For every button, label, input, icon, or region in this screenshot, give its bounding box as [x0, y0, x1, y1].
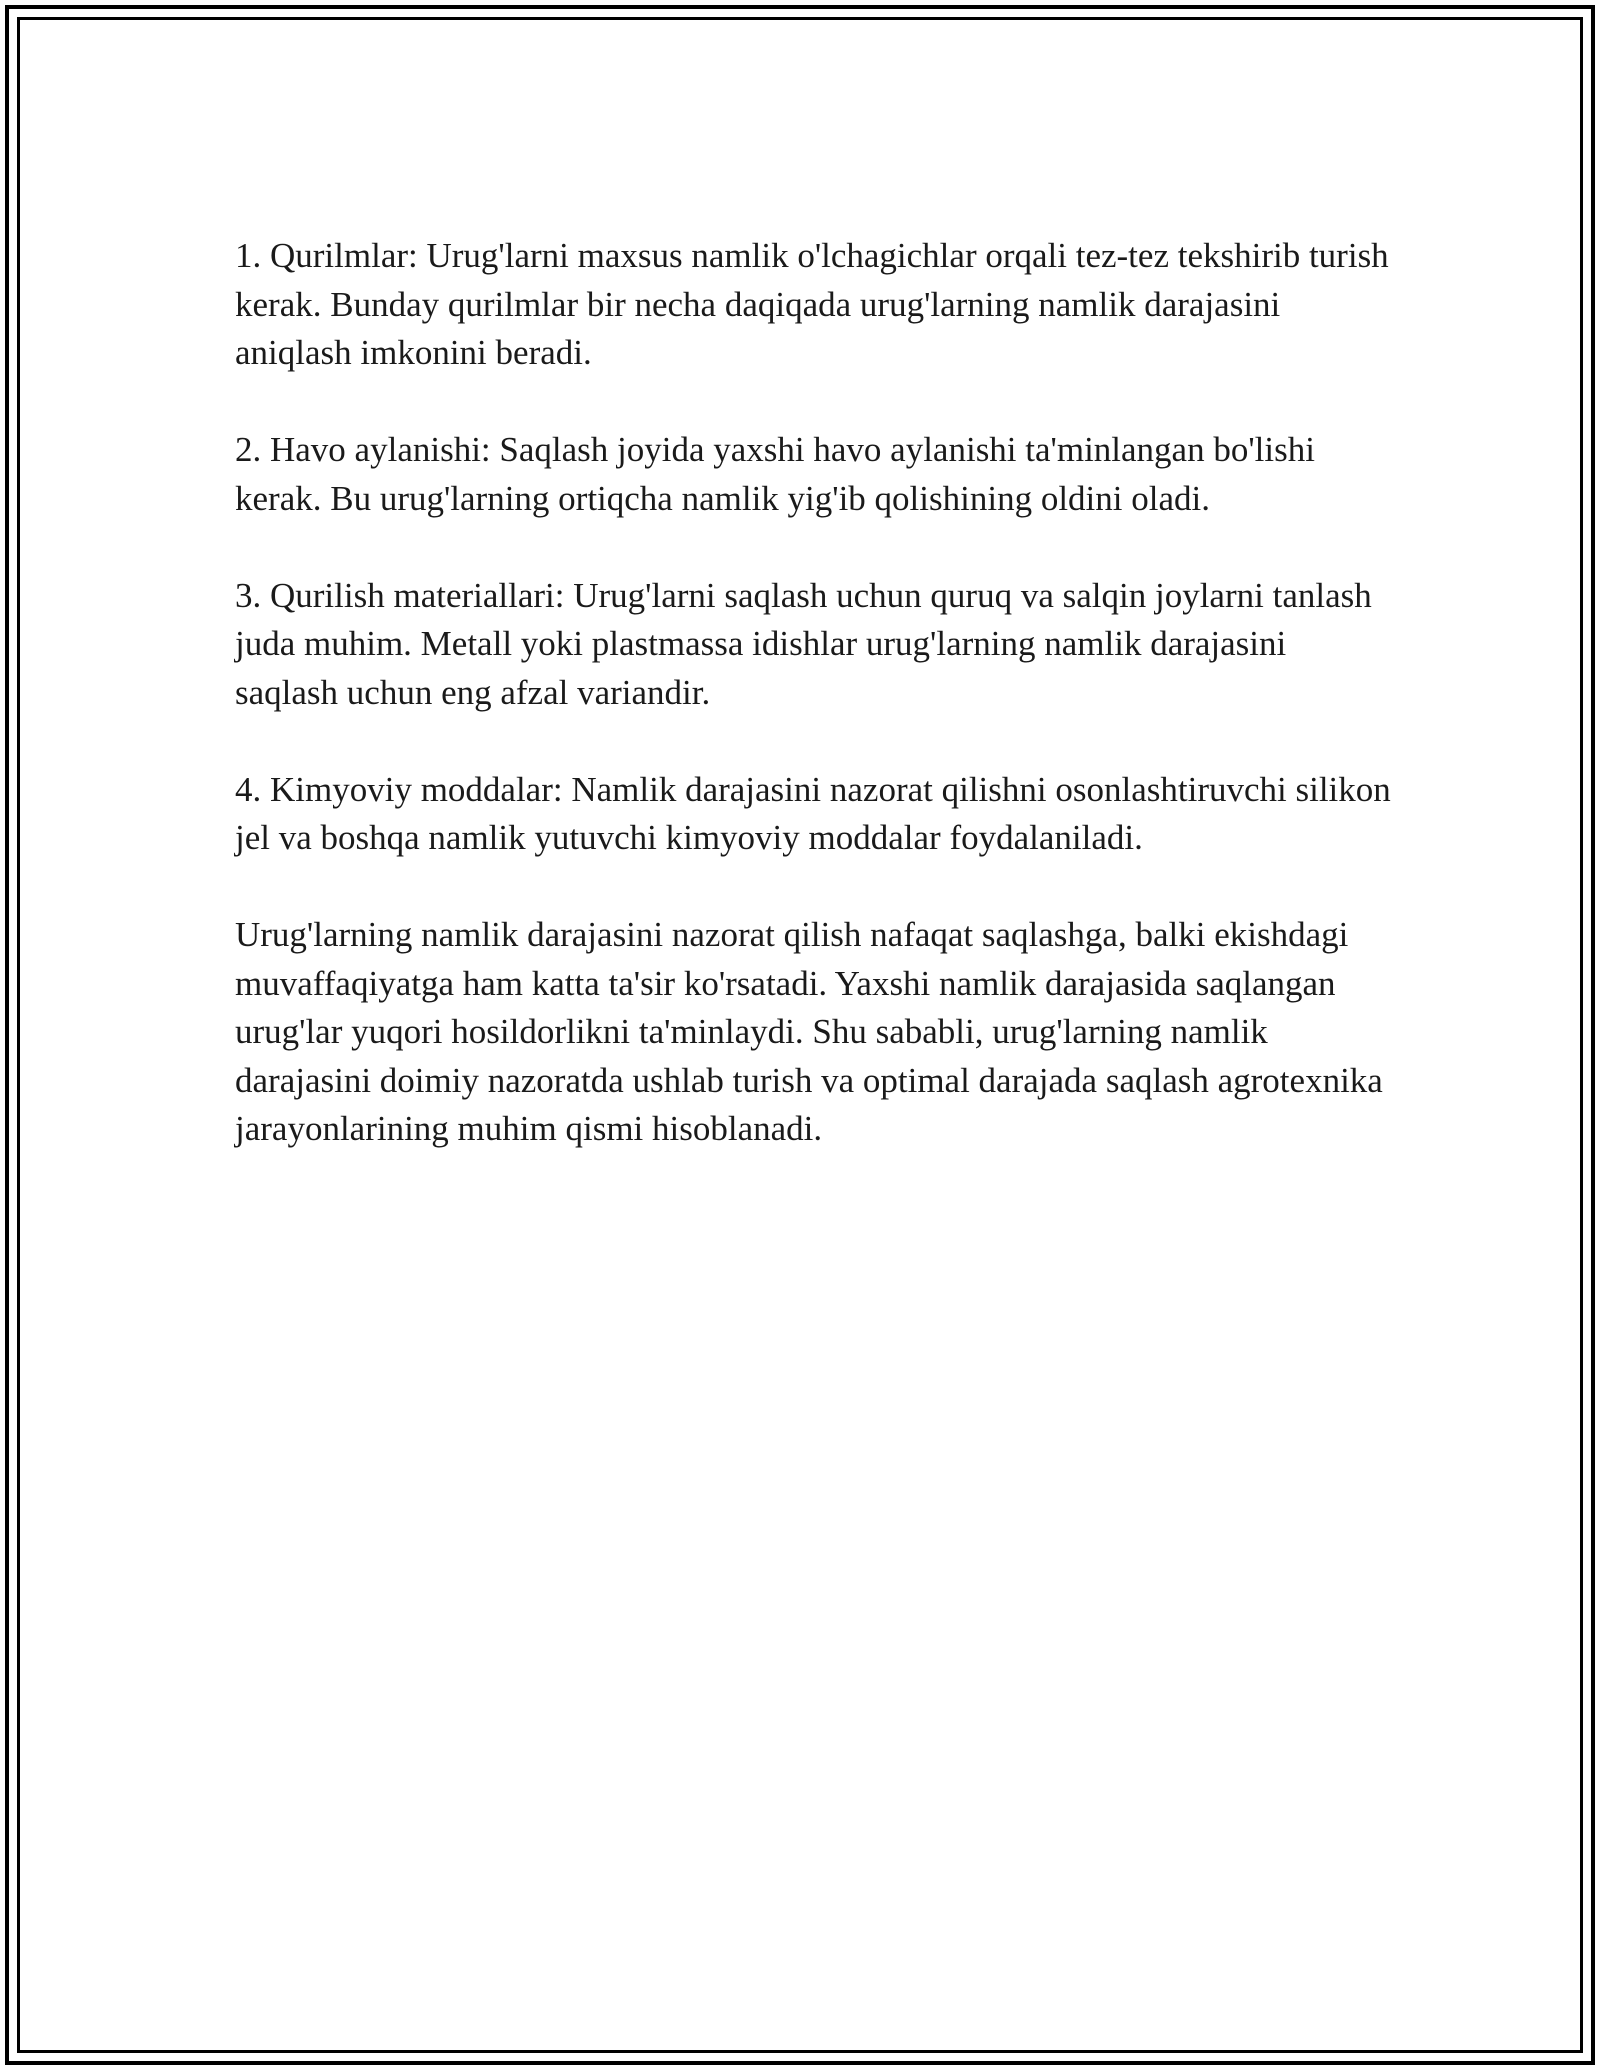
- paragraph-kimyoviy-moddalar: 4. Kimyoviy moddalar: Namlik darajasini nazorat qilishni osonlashtiruvchi silikon jel va boshqa namlik yutuvchi kimyoviy moddalar foydalaniladi.: [235, 769, 1391, 857]
- document-body: [235, 232, 1395, 1202]
- paragraph-qurilish-materiallari: 3. Qurilish materiallari: Urug'larni saqlash uchun quruq va salqin joylarni tanlash juda muhim. Metall yoki plastmassa idishlar urug'larning namlik darajasini saqlash uchun eng afzal variandir.: [235, 575, 1372, 712]
- paragraph-conclusion: Urug'larning namlik darajasini nazorat qilish nafaqat saqlashga, balki ekishdagi muvaffaqiyatga ham katta ta'sir ko'rsatadi. Yaxshi namlik darajasida saqlangan urug'lar yuqori hosildorlikni ta'minlaydi. Shu sababli, urug'larning namlik darajasini doimiy nazoratda ushlab turish va optimal darajada saqlash agrotexnika jarayonlarining muhim qismi hisoblanadi.: [235, 915, 1383, 1148]
- paragraph-havo-aylanishi: 2. Havo aylanishi: Saqlash joyida yaxshi havo aylanishi ta'minlangan bo'lishi kerak. Bu urug'larning ortiqcha namlik yig'ib qolishining oldini oladi.: [235, 430, 1315, 518]
- paragraph-qurilmlar: 1. Qurilmlar: Urug'larni maxsus namlik o'lchagichlar orqali tez-tez tekshirib turish kerak. Bunday qurilmlar bir necha daqiqada urug'larning namlik darajasini aniqlash imkonini beradi.: [235, 236, 1389, 372]
